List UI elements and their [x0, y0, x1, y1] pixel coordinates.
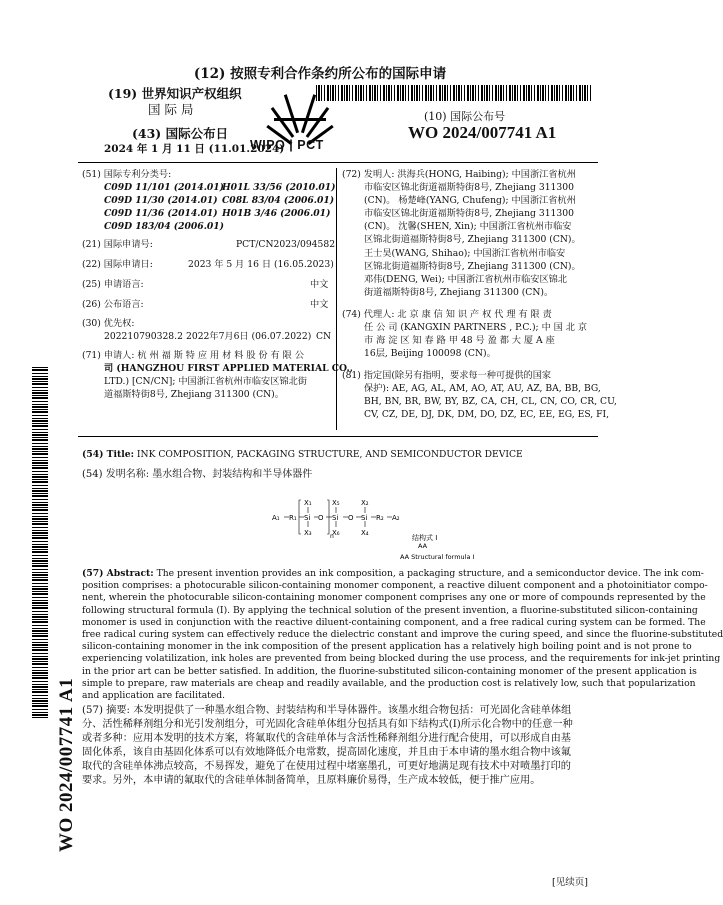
publication-language-value: 中文 [310, 299, 329, 310]
group-x2: X₂ [361, 499, 369, 507]
column-divider [336, 168, 337, 430]
abstract-cn-line: 或者多种：应用本发明的技术方案，将氟取代的含硅单体与含活性稀释剂组分进行配合使用，可以形成自由基 [82, 733, 571, 744]
priority-date: 2022年7月6日 (06.07.2022) [186, 331, 312, 342]
abstract-en-line: following structural formula (I). By applying the technical solution of the present invention, a fluorine-substituted silicon-containing [82, 604, 698, 616]
abstract-en-line: free radical curing system can effectively reduce the dielectric constant and improve the curing speed, and since the fluorine-substituted [82, 629, 723, 641]
inventors-block [342, 168, 602, 299]
group-x5: X₅ [332, 499, 340, 507]
abstract-en-line: silicon-containing monomer in the ink composition of the present application has a relatively high boiling point and is not prone to [82, 641, 692, 653]
inventor-line: 街道福斯特街8号, Zhejiang 311300 (CN)。 [364, 286, 554, 298]
side-publication-number: WO 2024/007741 A1 [56, 677, 77, 852]
states-line: BH, BN, BR, BW, BY, BZ, CA, CH, CL, CN, CO, CR, CU, [364, 396, 617, 408]
filing-language-label: (25) 申请语言: [82, 279, 144, 290]
states-line: (81) 指定国(除另有指明，要求每一种可提供的国家 [342, 370, 552, 381]
abstract-en [82, 568, 723, 702]
abstract-cn [82, 704, 602, 788]
ipc-code: H01B 3/46 (2006.01) [222, 208, 331, 220]
abstract-en-line: position comprises: a photocurable silicon-containing monomer component, a reactive diluent component and a photoinitiator compo- [82, 580, 708, 592]
filing-language-value: 中文 [310, 279, 329, 290]
abstract-en-line: and application are facilitated. [82, 690, 226, 702]
inventor-line: 市临安区锦北街道福斯特街8号, Zhejiang 311300 [364, 182, 574, 194]
designated-states-block [342, 369, 617, 421]
publication-date-label: (43) 国际公布日 [132, 126, 229, 141]
title-cn-text: 墨水组合物、封装结构和半导体器件 [152, 469, 313, 480]
ipc-label: (51) 国际专利分类号: [82, 169, 172, 180]
ipc-row [104, 181, 336, 194]
atom-si: Si [361, 514, 368, 522]
structural-formula [270, 496, 510, 564]
ipc-code: C09D 11/101 (2014.01) [104, 182, 225, 193]
agent-line: 任 公 司 (KANGXIN PARTNERS , P.C.); 中 国 北 京 [364, 322, 588, 334]
abstract-en-line: simple to prepare, raw materials are cheap and readily available, and the production cost is relatively low, such that popularization [82, 677, 696, 689]
ipc-code: C09D 183/04 (2006.01) [104, 221, 225, 233]
title-cn-label: (54) 发明名称: [82, 469, 150, 480]
inventor-line: 邓伟(DENG, Wei); 中国浙江省杭州市临安区锦北 [364, 273, 568, 285]
inventor-line: (CN)。 沈馨(SHEN, Xin); 中国浙江省杭州市临安 [364, 221, 572, 233]
abstract-en-line: in the prior art can be better satisfied. In addition, the fluorine-substituted silicon-containing monomer of the present application is [82, 665, 697, 677]
continued-note: [见续页] [552, 877, 588, 888]
publication-date-value: 2024 年 1 月 11 日 (11.01.2024) [104, 143, 285, 155]
header-divider [78, 162, 598, 163]
title-en-label: (54) Title: [82, 449, 134, 460]
repeat-n: n [330, 533, 334, 540]
abstract-cn-line: 要求。另外，本申请的氟取代的含硅单体制备简单，且原料廉价易得，生产成本较低，便于推广应用。 [82, 775, 541, 786]
ipc-code: H01L 33/56 (2010.01) [222, 182, 336, 193]
top-barcode [316, 85, 592, 101]
states-line: 保护): AE, AG, AL, AM, AO, AT, AU, AZ, BA, BB, BG, [364, 383, 601, 395]
publication-number-label: (10) 国际公布号 [424, 110, 506, 123]
ipc-row [104, 220, 336, 233]
publication-number-value: WO 2024/007741 A1 [408, 123, 557, 142]
abstract-cn-line: 分、活性稀释剂组分和光引发剂组分，可光固化含硅单体组分包括具有如下结构式(I)所示化合物中的任意一种 [82, 719, 573, 730]
filing-date-value: 2023 年 5 月 16 日 (16.05.2023) [188, 259, 334, 270]
inventor-line: 市临安区锦北街道福斯特街8号, Zhejiang 311300 [364, 208, 574, 220]
abstract-en-line: nent, wherein the photocurable silicon-containing monomer component comprises any one or more of compounds represented by the [82, 592, 706, 604]
filing-date-label: (22) 国际申请日: [82, 259, 153, 270]
applicant-block [82, 349, 353, 401]
group-x3: X₃ [304, 529, 312, 537]
publication-language-label: (26) 公布语言: [82, 299, 144, 310]
group-a2: A₂ [392, 514, 400, 522]
applicant-line: 司 (HANGZHOU FIRST APPLIED MATERIAL CO., [104, 363, 353, 375]
formula-caption-en: AA Structural formula I [400, 553, 475, 561]
application-number-label: (21) 国际申请号: [82, 239, 153, 250]
group-a1: A₁ [272, 514, 280, 522]
side-barcode [32, 366, 48, 718]
atom-si: Si [304, 514, 311, 522]
organization-bureau: 国 际 局 [148, 102, 194, 117]
inventor-line: 区锦北街道福斯特街8号, Zhejiang 311300 (CN)。 [364, 260, 581, 272]
title-en-text: INK COMPOSITION, PACKAGING STRUCTURE, AND SEMICONDUCTOR DEVICE [136, 449, 523, 460]
biblio-divider [78, 436, 598, 437]
agent-line: 市 海 淀 区 知 春 路 甲 48 号 盈 都 大 厦 A 座 [364, 335, 555, 347]
group-x1: X₁ [304, 499, 312, 507]
abstract-cn-line: (57) 摘要: 本发明提供了一种墨水组合物、封装结构和半导体器件。该墨水组合物包括：可光固化含硅单体组 [82, 705, 572, 716]
ipc-row [104, 207, 336, 220]
priority-number: 202210790328.2 [104, 331, 183, 342]
application-number-value: PCT/CN2023/094582 [236, 239, 336, 250]
atom-o: O [348, 514, 354, 522]
formula-caption-aa: AA [418, 542, 428, 550]
formula-caption-cn: 结构式 I [412, 534, 438, 542]
agent-line: 16层, Beijing 100098 (CN)。 [364, 348, 496, 360]
applicant-line: (71) 申请人: 杭 州 福 斯 特 应 用 材 料 股 份 有 限 公 [82, 350, 304, 361]
document-title: (12) 按照专利合作条约所公布的国际申请 [193, 66, 447, 82]
group-r2: R₂ [376, 514, 384, 522]
title-cn [82, 465, 312, 480]
inventor-line: 王士昊(WANG, Shihao); 中国浙江省杭州市临安 [364, 247, 566, 259]
atom-o: O [318, 514, 324, 522]
abstract-en-line: monomer is used in conjunction with the reactive diluent-containing component, and a free radical curing system can be formed. The [82, 616, 706, 628]
inventor-line: 区锦北街道福斯特街8号, Zhejiang 311300 (CN)。 [364, 234, 581, 246]
wipo-pct-mark: WIPO | PCT [250, 138, 324, 152]
priority-label: (30) 优先权: [82, 318, 135, 329]
ipc-row [104, 194, 336, 207]
group-r1: R₁ [289, 514, 297, 522]
abstract-en-line: (57) Abstract: The present invention provides an ink composition, a packaging structure, and a semiconductor device. The ink com- [82, 568, 704, 579]
ipc-table [104, 181, 336, 233]
agent-line: (74) 代理人: 北 京 康 信 知 识 产 权 代 理 有 限 责 [342, 309, 552, 320]
ipc-code: C08L 83/04 (2006.01) [222, 195, 335, 207]
abstract-en-line: experiencing volatilization, ink holes are prevented from being blocked during the use process, and the requirements for ink-jet printing [82, 653, 721, 665]
group-x6: X₆ [332, 529, 340, 537]
ipc-code: C09D 11/30 (2014.01) [104, 195, 218, 207]
title-en [82, 448, 523, 461]
states-line: CV, CZ, DE, DJ, DK, DM, DO, DZ, EC, EE, EG, ES, FI, [364, 409, 610, 421]
abstract-en-label: (57) Abstract: [82, 568, 154, 579]
ipc-code: C09D 11/36 (2014.01) [104, 208, 218, 220]
group-x4: X₄ [361, 529, 369, 537]
abstract-cn-line: 取代的含硅单体沸点较高，不易挥发，避免了在使用过程中堵塞墨孔，可更好地满足现有技术中对喷墨打印的 [82, 761, 571, 772]
abstract-cn-line: 固化体系，该自由基固化体系可以有效地降低介电常数，提高固化速度，并且由于本申请的墨水组合物中该氟 [82, 747, 571, 758]
applicant-line: 道福斯特街8号, Zhejiang 311300 (CN)。 [104, 389, 284, 401]
organization-name: (19) 世界知识产权组织 [108, 86, 242, 101]
atom-si: Si [332, 514, 339, 522]
inventor-line: (72) 发明人: 洪海兵(HONG, Haibing); 中国浙江省杭州 [342, 169, 576, 180]
applicant-line: LTD.) [CN/CN]; 中国浙江省杭州市临安区锦北街 [104, 376, 307, 388]
inventor-line: (CN)。 杨楚峰(YANG, Chufeng); 中国浙江省杭州 [364, 195, 576, 207]
priority-country: CN [316, 331, 332, 342]
agent-block [342, 308, 602, 360]
